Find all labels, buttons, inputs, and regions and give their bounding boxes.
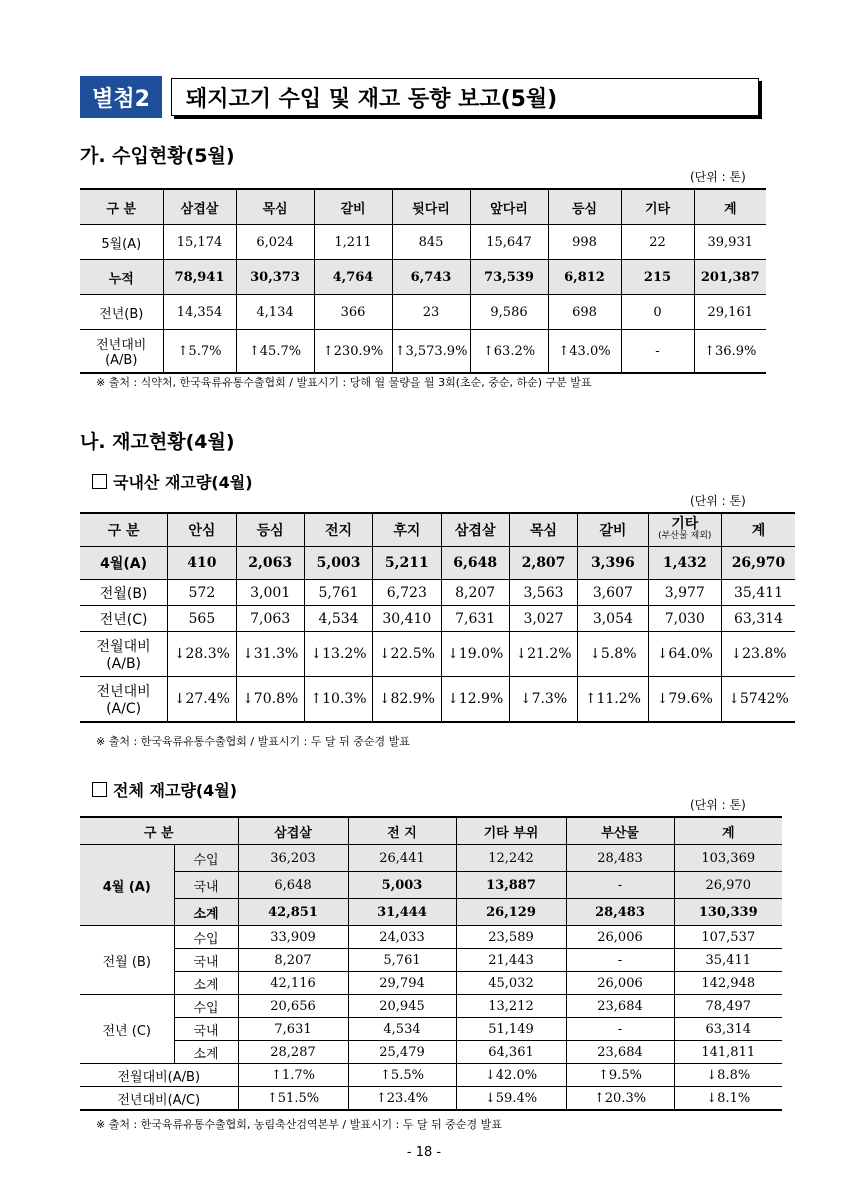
table-cell: ↑45.7% xyxy=(236,330,314,374)
table-cell: ↓27.4% xyxy=(168,677,236,723)
table-cell: 22 xyxy=(621,225,694,260)
table-cell: ↓79.6% xyxy=(648,677,721,723)
row-label: 5월(A) xyxy=(80,225,163,260)
group-label: 4월 (A) xyxy=(80,845,174,926)
table-cell: 4,134 xyxy=(236,295,314,330)
table-cell: ↓64.0% xyxy=(648,632,721,677)
table-cell: 366 xyxy=(314,295,392,330)
column-header: 목심 xyxy=(509,513,577,547)
table-cell: 28,483 xyxy=(566,899,674,926)
table-cell: 29,161 xyxy=(694,295,766,330)
row-label: 국내 xyxy=(174,1018,238,1041)
table-cell: 42,851 xyxy=(238,899,348,926)
page-title: 돼지고기 수입 및 재고 동향 보고(5월) xyxy=(171,78,759,116)
row-label: 전년(C) xyxy=(80,606,168,632)
column-header: 전 지 xyxy=(348,817,456,845)
table-cell: 4,764 xyxy=(314,260,392,295)
table-cell: 20,945 xyxy=(348,995,456,1018)
column-header: 삼겹살 xyxy=(163,189,236,225)
import-table xyxy=(80,188,766,374)
row-label: 국내 xyxy=(174,872,238,899)
table-row xyxy=(80,972,782,995)
table-cell: 26,129 xyxy=(456,899,566,926)
table-cell: ↓70.8% xyxy=(236,677,304,723)
column-header-sublabel: (부산물 제외) xyxy=(658,531,712,541)
table-cell: - xyxy=(621,330,694,374)
table-row xyxy=(80,872,782,899)
checkbox-square-icon xyxy=(92,474,107,489)
row-label: 전년대비 (A/B) xyxy=(80,330,163,374)
section3-unit: (단위 : 톤) xyxy=(690,798,746,812)
table-cell: 4,534 xyxy=(348,1018,456,1041)
table-cell: 572 xyxy=(168,580,236,606)
table-cell: 63,314 xyxy=(721,606,795,632)
table-cell: 5,003 xyxy=(348,872,456,899)
table-cell: 78,497 xyxy=(674,995,782,1018)
table-cell: ↑11.2% xyxy=(578,677,648,723)
table-cell: 20,656 xyxy=(238,995,348,1018)
table-cell: 24,033 xyxy=(348,926,456,949)
column-header: 부산물 xyxy=(566,817,674,845)
table-header-row xyxy=(80,189,766,225)
row-label: 전월대비(A/B) xyxy=(80,1064,238,1087)
table-cell: 51,149 xyxy=(456,1018,566,1041)
table-cell: 13,212 xyxy=(456,995,566,1018)
table-row xyxy=(80,949,782,972)
table-cell: 42,116 xyxy=(238,972,348,995)
table-cell: - xyxy=(566,1018,674,1041)
column-header: 구 분 xyxy=(80,513,168,547)
table-cell: 6,024 xyxy=(236,225,314,260)
table-cell: 28,287 xyxy=(238,1041,348,1064)
table-cell: 26,970 xyxy=(721,547,795,580)
table-cell: ↓31.3% xyxy=(236,632,304,677)
table-row xyxy=(80,677,795,723)
table-row xyxy=(80,1087,782,1111)
table-cell: ↑43.0% xyxy=(548,330,621,374)
table-cell: ↓82.9% xyxy=(373,677,441,723)
table-cell: 6,812 xyxy=(548,260,621,295)
table-cell: 15,174 xyxy=(163,225,236,260)
table-cell: ↑5.7% xyxy=(163,330,236,374)
table-cell: 78,941 xyxy=(163,260,236,295)
table-cell: 998 xyxy=(548,225,621,260)
table-cell: 25,479 xyxy=(348,1041,456,1064)
table-cell: 2,063 xyxy=(236,547,304,580)
table-row xyxy=(80,225,766,260)
section2-subtitle xyxy=(92,470,253,493)
row-label: 전년(B) xyxy=(80,295,163,330)
table-cell: 142,948 xyxy=(674,972,782,995)
table-cell: ↓5.8% xyxy=(578,632,648,677)
table-header-row xyxy=(80,817,782,845)
row-label: 수입 xyxy=(174,845,238,872)
table-cell: 141,811 xyxy=(674,1041,782,1064)
table-cell: ↑3,573.9% xyxy=(392,330,470,374)
table-cell: 410 xyxy=(168,547,236,580)
table-cell: 35,411 xyxy=(721,580,795,606)
table-cell: 6,723 xyxy=(373,580,441,606)
table-cell: 9,586 xyxy=(470,295,548,330)
row-label: 수입 xyxy=(174,995,238,1018)
group-label: 전월 (B) xyxy=(80,926,174,995)
table-cell: 30,373 xyxy=(236,260,314,295)
table-cell: 15,647 xyxy=(470,225,548,260)
table-cell: 73,539 xyxy=(470,260,548,295)
table-cell: ↑230.9% xyxy=(314,330,392,374)
column-header: 계 xyxy=(721,513,795,547)
section2-subtitle-text: 국내산 재고량(4월) xyxy=(113,473,253,492)
table-cell: 63,314 xyxy=(674,1018,782,1041)
table-cell: 3,563 xyxy=(509,580,577,606)
table-cell: 14,354 xyxy=(163,295,236,330)
table-cell: 7,631 xyxy=(441,606,509,632)
table-row xyxy=(80,926,782,949)
table-cell: 39,931 xyxy=(694,225,766,260)
table-cell: 7,631 xyxy=(238,1018,348,1041)
table-row xyxy=(80,260,766,295)
column-header: 앞다리 xyxy=(470,189,548,225)
column-header: 안심 xyxy=(168,513,236,547)
table-cell: 29,794 xyxy=(348,972,456,995)
column-header: 등심 xyxy=(236,513,304,547)
table-row xyxy=(80,1041,782,1064)
column-header: 등심 xyxy=(548,189,621,225)
row-label: 소계 xyxy=(174,972,238,995)
column-header xyxy=(648,513,721,547)
table-cell: 6,648 xyxy=(238,872,348,899)
group-label: 전년 (C) xyxy=(80,995,174,1064)
column-header: 삼겹살 xyxy=(441,513,509,547)
table-cell: 35,411 xyxy=(674,949,782,972)
column-header: 갈비 xyxy=(578,513,648,547)
table-cell: 845 xyxy=(392,225,470,260)
table-cell: 6,743 xyxy=(392,260,470,295)
table-cell: ↑9.5% xyxy=(566,1064,674,1087)
table-cell: 107,537 xyxy=(674,926,782,949)
table-cell: ↓23.8% xyxy=(721,632,795,677)
row-label: 소계 xyxy=(174,899,238,926)
table-cell: 5,003 xyxy=(304,547,372,580)
table-cell: 7,030 xyxy=(648,606,721,632)
table-row xyxy=(80,899,782,926)
table-cell: 3,027 xyxy=(509,606,577,632)
table-cell: ↓12.9% xyxy=(441,677,509,723)
column-header: 전지 xyxy=(304,513,372,547)
table-cell: 23,684 xyxy=(566,1041,674,1064)
table-cell: 6,648 xyxy=(441,547,509,580)
table-cell: - xyxy=(566,949,674,972)
table-cell: 201,387 xyxy=(694,260,766,295)
page-number: - 18 - xyxy=(406,1145,442,1160)
table-row xyxy=(80,606,795,632)
row-label: 전년대비 (A/C) xyxy=(80,677,168,723)
table-cell: ↑20.3% xyxy=(566,1087,674,1111)
table-cell: 565 xyxy=(168,606,236,632)
table-cell: ↓22.5% xyxy=(373,632,441,677)
table-cell: 2,807 xyxy=(509,547,577,580)
table-cell: - xyxy=(566,872,674,899)
table-cell: ↑1.7% xyxy=(238,1064,348,1087)
table-cell: ↑63.2% xyxy=(470,330,548,374)
table-cell: 4,534 xyxy=(304,606,372,632)
table-cell: ↑5.5% xyxy=(348,1064,456,1087)
table-cell: ↓28.3% xyxy=(168,632,236,677)
table-cell: 1,432 xyxy=(648,547,721,580)
table-cell: 26,006 xyxy=(566,972,674,995)
section2-title: 나. 재고현황(4월) xyxy=(80,431,235,453)
table-cell: ↓8.8% xyxy=(674,1064,782,1087)
table-cell: 31,444 xyxy=(348,899,456,926)
table-row xyxy=(80,580,795,606)
attachment-tag: 별첨2 xyxy=(80,76,162,118)
table-cell: 45,032 xyxy=(456,972,566,995)
table-cell: 28,483 xyxy=(566,845,674,872)
column-header: 기타 xyxy=(621,189,694,225)
table-cell: 26,970 xyxy=(674,872,782,899)
row-label: 수입 xyxy=(174,926,238,949)
table-cell: 1,211 xyxy=(314,225,392,260)
section1-unit: (단위 : 톤) xyxy=(690,170,746,184)
column-header: 구 분 xyxy=(80,189,163,225)
row-label: 전월(B) xyxy=(80,580,168,606)
table-row xyxy=(80,632,795,677)
table-row xyxy=(80,1018,782,1041)
table-cell: 12,242 xyxy=(456,845,566,872)
row-label: 4월(A) xyxy=(80,547,168,580)
total-stock-table xyxy=(80,816,782,1111)
section2-unit: (단위 : 톤) xyxy=(690,494,746,508)
table-cell: 5,761 xyxy=(304,580,372,606)
table-cell: 8,207 xyxy=(441,580,509,606)
table-cell: 8,207 xyxy=(238,949,348,972)
table-cell: 30,410 xyxy=(373,606,441,632)
table-cell: ↑23.4% xyxy=(348,1087,456,1111)
table-row xyxy=(80,1064,782,1087)
table-cell: 103,369 xyxy=(674,845,782,872)
table-cell: ↓42.0% xyxy=(456,1064,566,1087)
table-cell: 26,006 xyxy=(566,926,674,949)
column-header: 구 분 xyxy=(80,817,238,845)
table-cell: 23 xyxy=(392,295,470,330)
table-header-row xyxy=(80,513,795,547)
table-cell: 3,054 xyxy=(578,606,648,632)
row-label: 전월대비 (A/B) xyxy=(80,632,168,677)
table-cell: 64,361 xyxy=(456,1041,566,1064)
table-row xyxy=(80,995,782,1018)
table-cell: 23,684 xyxy=(566,995,674,1018)
domestic-stock-table xyxy=(80,512,795,723)
table-cell: 7,063 xyxy=(236,606,304,632)
section1-title: 가. 수입현황(5월) xyxy=(80,145,235,167)
row-label: 전년대비(A/C) xyxy=(80,1087,238,1111)
table-cell: 3,607 xyxy=(578,580,648,606)
table-cell: 36,203 xyxy=(238,845,348,872)
table-cell: ↓5742% xyxy=(721,677,795,723)
table-row xyxy=(80,845,782,872)
column-header: 삼겹살 xyxy=(238,817,348,845)
column-header-label: 기타 xyxy=(671,516,699,532)
section1-note: ※ 출처 : 식약처, 한국육류유통수출협회 / 발표시기 : 당해 월 물량을 월 3회(초순, 중순, 하순) 구분 발표 xyxy=(96,376,592,389)
table-cell: ↑51.5% xyxy=(238,1087,348,1111)
table-cell: 13,887 xyxy=(456,872,566,899)
table-cell: ↓59.4% xyxy=(456,1087,566,1111)
table-cell: ↑36.9% xyxy=(694,330,766,374)
table-row xyxy=(80,330,766,374)
table-cell: ↓21.2% xyxy=(509,632,577,677)
table-cell: 698 xyxy=(548,295,621,330)
table-cell: 33,909 xyxy=(238,926,348,949)
table-cell: 3,396 xyxy=(578,547,648,580)
section3-subtitle-text: 전체 재고량(4월) xyxy=(113,781,238,800)
table-cell: 5,761 xyxy=(348,949,456,972)
checkbox-square-icon xyxy=(92,782,107,797)
column-header: 목심 xyxy=(236,189,314,225)
table-cell: ↑10.3% xyxy=(304,677,372,723)
table-cell: 21,443 xyxy=(456,949,566,972)
table-cell: 23,589 xyxy=(456,926,566,949)
table-cell: 215 xyxy=(621,260,694,295)
table-cell: 5,211 xyxy=(373,547,441,580)
table-row xyxy=(80,547,795,580)
table-cell: 130,339 xyxy=(674,899,782,926)
table-cell: ↓19.0% xyxy=(441,632,509,677)
column-header: 후지 xyxy=(373,513,441,547)
table-row xyxy=(80,295,766,330)
table-cell: 3,977 xyxy=(648,580,721,606)
table-cell: 3,001 xyxy=(236,580,304,606)
column-header: 계 xyxy=(694,189,766,225)
row-label: 누적 xyxy=(80,260,163,295)
row-label: 국내 xyxy=(174,949,238,972)
section3-subtitle xyxy=(92,778,237,801)
column-header: 뒷다리 xyxy=(392,189,470,225)
table-cell: 26,441 xyxy=(348,845,456,872)
column-header: 계 xyxy=(674,817,782,845)
table-cell: ↓13.2% xyxy=(304,632,372,677)
table-cell: 0 xyxy=(621,295,694,330)
table-cell: ↓8.1% xyxy=(674,1087,782,1111)
column-header: 기타 부위 xyxy=(456,817,566,845)
section3-note: ※ 출처 : 한국육류유통수출협회, 농림축산검역본부 / 발표시기 : 두 달 뒤 중순경 발표 xyxy=(96,1118,502,1131)
row-label: 소계 xyxy=(174,1041,238,1064)
column-header: 갈비 xyxy=(314,189,392,225)
table-cell: ↓7.3% xyxy=(509,677,577,723)
section2-note: ※ 출처 : 한국육류유통수출협회 / 발표시기 : 두 달 뒤 중순경 발표 xyxy=(96,735,410,748)
